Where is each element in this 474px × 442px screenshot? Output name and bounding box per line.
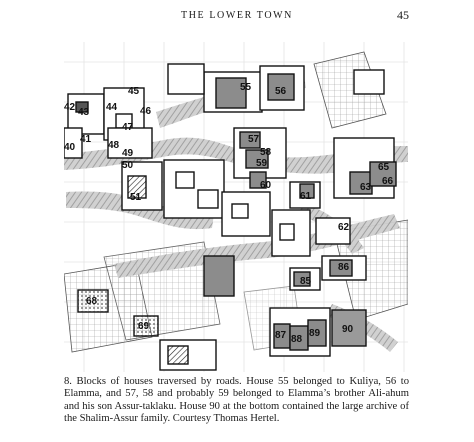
house-label-43: 43	[78, 107, 90, 118]
house-label-48: 48	[108, 140, 120, 151]
house-label-65: 65	[378, 162, 390, 173]
house-label-55: 55	[240, 82, 252, 93]
site-plan-figure	[64, 42, 408, 372]
house-label-61: 61	[300, 191, 312, 202]
house-label-56: 56	[275, 86, 287, 97]
house-label-44: 44	[106, 102, 118, 113]
house-label-59: 59	[256, 158, 268, 169]
house-label-57: 57	[248, 134, 260, 145]
house-label-45: 45	[128, 86, 140, 97]
house-label-49: 49	[122, 148, 134, 159]
page-number: 45	[397, 8, 409, 22]
house-label-69: 69	[138, 321, 150, 332]
house-label-46: 46	[140, 106, 152, 117]
house-label-51: 51	[130, 192, 142, 203]
house-label-58: 58	[260, 147, 272, 158]
house-label-63: 63	[360, 182, 372, 193]
house-label-85: 85	[300, 276, 312, 287]
house-label-42: 42	[64, 102, 76, 113]
running-title: THE LOWER TOWN	[180, 10, 293, 21]
house-label-87: 87	[275, 330, 287, 341]
house-label-47: 47	[122, 122, 134, 133]
house-label-66: 66	[382, 176, 394, 187]
house-label-68: 68	[86, 296, 98, 307]
house-label-88: 88	[291, 334, 303, 345]
house-label-89: 89	[309, 328, 321, 339]
house-label-50: 50	[122, 160, 134, 171]
house-label-41: 41	[80, 134, 92, 145]
house-label-90: 90	[342, 324, 354, 335]
house-label-40: 40	[64, 142, 76, 153]
figure-caption: 8. Blocks of houses traversed by roads. House 55 belonged to Kuliya, 56 to Elamma, and 57, 58 and probably 59 belonged to Elamma’s brother Ali-ahum and his son Assur-taklaku. House 90 at the bottom contained the large archive of the Shalim-Assur family. Courtesy Thomas Hertel.	[64, 376, 409, 425]
house-label-60: 60	[260, 180, 272, 191]
house-label-62: 62	[338, 222, 350, 233]
house-label-86: 86	[338, 262, 350, 273]
site-plan-map	[64, 42, 408, 372]
running-head	[0, 10, 474, 26]
